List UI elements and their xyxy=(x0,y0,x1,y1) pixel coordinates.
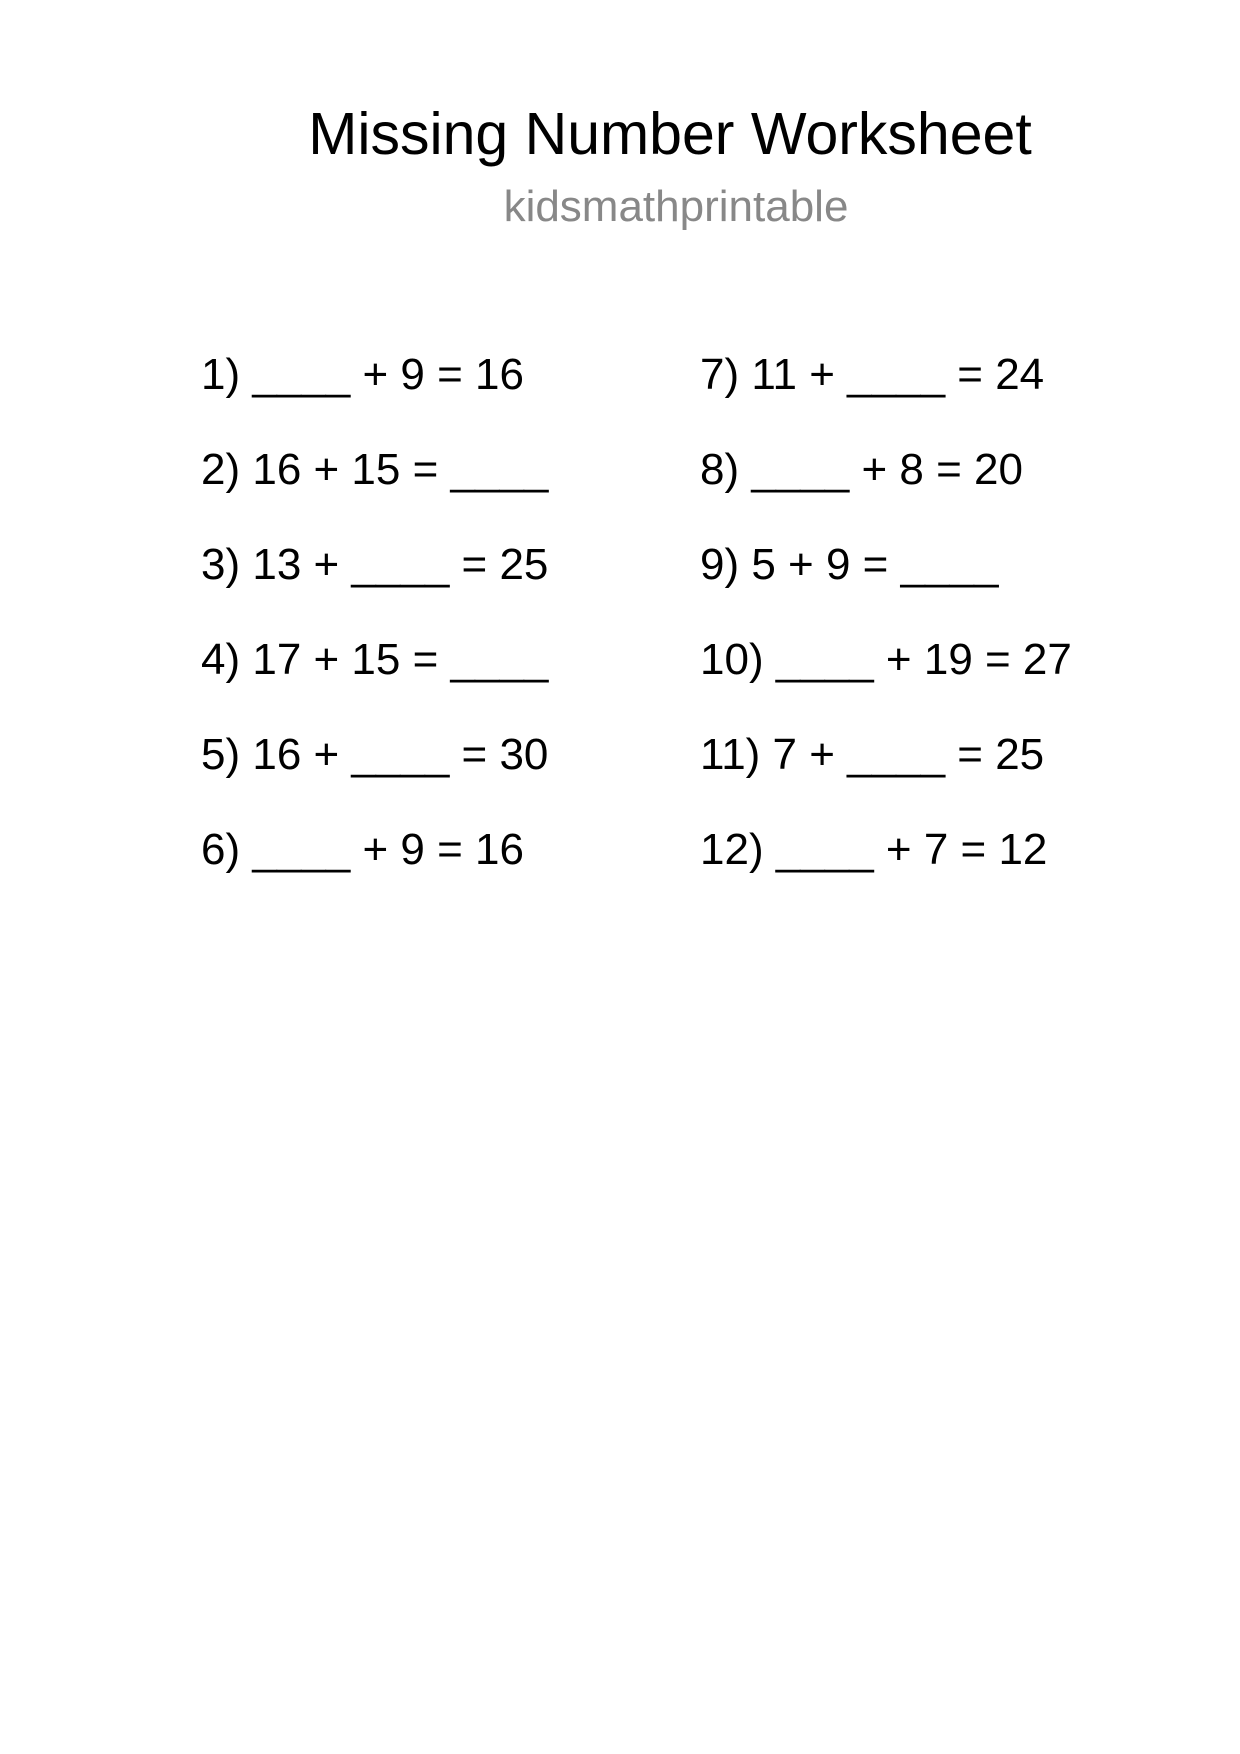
problem-item: 8) ____ + 8 = 20 xyxy=(700,445,1023,494)
problem-item: 7) 11 + ____ = 24 xyxy=(700,350,1045,399)
problem-item: 9) 5 + 9 = ____ xyxy=(700,540,999,589)
worksheet-subtitle: kidsmathprintable xyxy=(503,182,849,231)
problem-item: 5) 16 + ____ = 30 xyxy=(201,730,549,779)
problem-item: 6) ____ + 9 = 16 xyxy=(201,825,524,874)
worksheet-title: Missing Number Worksheet xyxy=(308,101,1032,167)
problem-item: 12) ____ + 7 = 12 xyxy=(700,825,1048,874)
problem-item: 4) 17 + 15 = ____ xyxy=(201,635,549,684)
problem-item: 10) ____ + 19 = 27 xyxy=(700,635,1072,684)
problem-item: 1) ____ + 9 = 16 xyxy=(201,350,524,399)
problem-item: 11) 7 + ____ = 25 xyxy=(700,730,1045,779)
problems-right-column xyxy=(700,349,1072,919)
problem-item: 3) 13 + ____ = 25 xyxy=(201,540,549,589)
problems-left-column xyxy=(201,349,548,919)
problem-item: 2) 16 + 15 = ____ xyxy=(201,445,549,494)
